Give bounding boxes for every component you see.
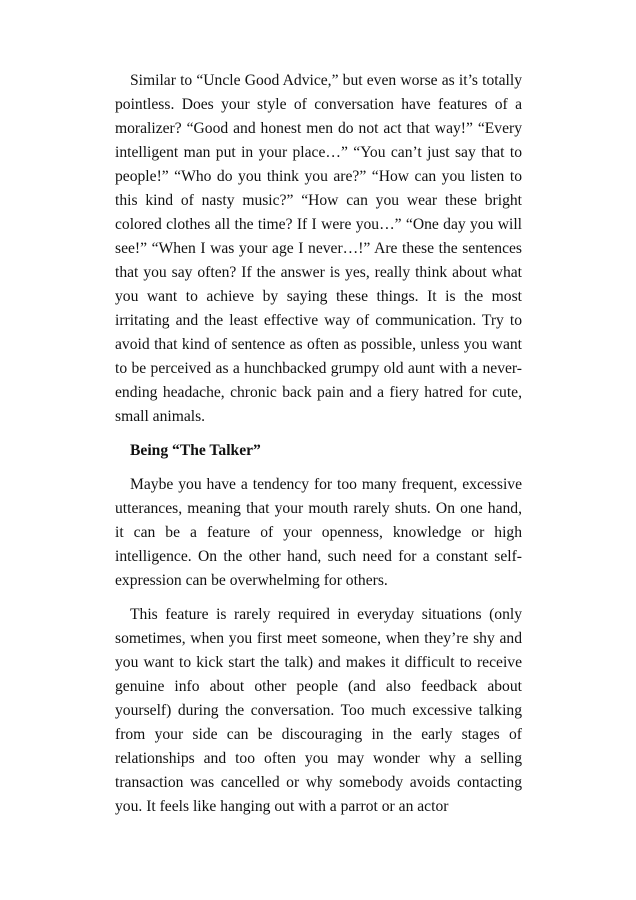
paragraph-talker-details: This feature is rarely required in everyday situations (only sometimes, when you first meet someone, when they’re shy and you want to kick start the talk) and makes it difficult to receive genuine info about other people (and also feedback about yourself) during the conversation. Too much excessive talking from your side can be discouraging in the early stages of relationships and too often you may wonder why a selling transaction was cancelled or why somebody avoids contacting you. It feels like hanging out with a parrot or an actor: [115, 606, 522, 815]
paragraph-moralizer: Similar to “Uncle Good Advice,” but even worse as it’s totally pointless. Does your style of conversation have features of a moralizer? “Good and honest men do not act that way!” “Every intelligent man put in your place…” “You can’t just say that to people!” “Who do you think you are?” “How can you listen to this kind of nasty music?” “How can you wear these bright colored clothes all the time? If I were you…” “One day you will see!” “When I was your age I never…!” Are these the sentences that you say often? If the answer is yes, really think about what you want to achieve by saying these things. It is the most irritating and the least effective way of communication. Try to avoid that kind of sentence as often as possible, unless you want to be perceived as a hunchbacked grumpy old aunt with a never-ending headache, chronic back pain and a fiery hatred for cute, small animals.: [115, 72, 522, 425]
book-page: [115, 69, 522, 829]
paragraph-talker-intro: Maybe you have a tendency for too many frequent, excessive utterances, meaning that your mouth rarely shuts. On one hand, it can be a feature of your openness, knowledge or high intelligence. On the other hand, such need for a constant self-expression can be overwhelming for others.: [115, 476, 522, 589]
section-heading: Being “The Talker”: [130, 442, 261, 459]
